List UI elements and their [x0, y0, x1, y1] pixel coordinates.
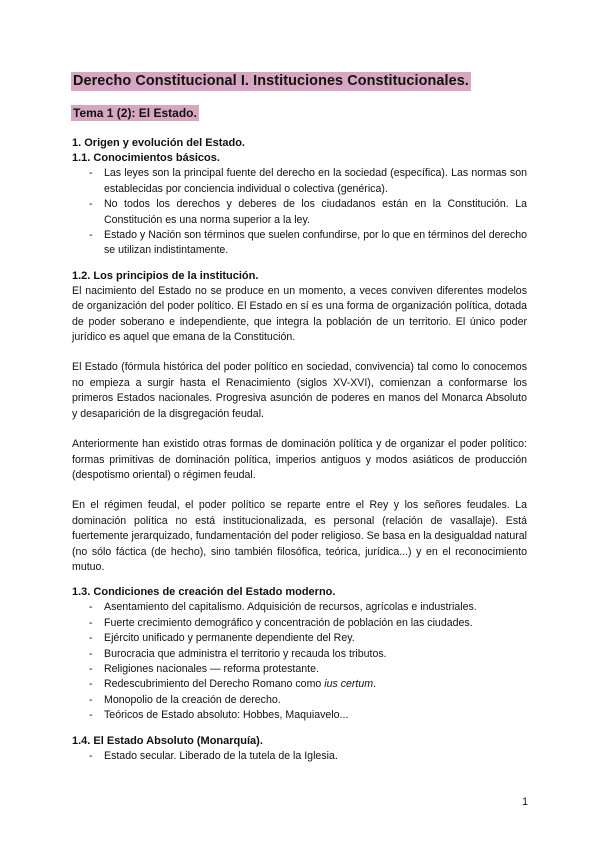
list-item: - Las leyes son la principal fuente del derecho en la sociedad (específica). Las normas son establecidas por conciencia individual o colectiva (genérica).: [72, 166, 527, 197]
section-1-3-list: [72, 600, 527, 723]
list-item: - Teóricos de Estado absoluto: Hobbes, Maquiavelo...: [72, 708, 527, 723]
list-item: - Asentamiento del capitalismo. Adquisición de recursos, agrícolas e industriales.: [72, 600, 527, 615]
page-content: [72, 72, 527, 764]
topic-title-text: Tema 1 (2): El Estado.: [73, 106, 197, 120]
list-item: - No todos los derechos y deberes de los ciudadanos están en la Constitución. La Constitución es una norma superior a la ley.: [72, 197, 527, 228]
roman-law-suffix: .: [373, 678, 377, 691]
list-item: - Estado secular. Liberado de la tutela de la Iglesia.: [72, 749, 527, 764]
page-number: 1: [522, 796, 528, 808]
list-item: - Fuerte crecimiento demográfico y concentración de población en las ciudades.: [72, 616, 527, 631]
list-item-roman-law: [72, 677, 527, 692]
topic-title: [72, 91, 527, 122]
section-1-2-heading: 1.2. Los principios de la institución.: [72, 269, 259, 282]
paragraph: En el régimen feudal, el poder político se reparte entre el Rey y los señores feudales. La dominación política no está institucionalizada, es personal (relación de vasallaje). Está fuertemente jerarquizado, fundamentación del poder religioso. Se basa en la desigualdad natural (no sólo fáctica (de hecho), sino también filosófica, teórica, jurídica...) y en el reconocimiento mutuo.: [72, 499, 527, 573]
paragraph: Anteriormente han existido otras formas de dominación política y de organizar el poder político: formas primitivas de dominación política, imperios antiguos y modos asiáticos de producción (despotismo oriental) o régimen feudal.: [72, 438, 527, 481]
document-title-text: Derecho Constitucional I. Instituciones Constitucionales.: [73, 73, 469, 89]
list-item: - Ejército unificado y permanente dependiente del Rey.: [72, 631, 527, 646]
paragraph: El Estado (fórmula histórica del poder político en sociedad, convivencia) tal como lo conocemos no empieza a surgir hasta el Renacimiento (siglos XV-XVI), comienzan a conformarse los primeros Estados nacionales. Progresiva asunción de poderes en manos del Monarca Absoluto y desaparición de la disgregación feudal.: [72, 361, 527, 420]
list-item: - Burocracia que administra el territorio y recauda los tributos.: [72, 647, 527, 662]
section-1-1-list: [72, 166, 527, 258]
list-item: - Estado y Nación son términos que suelen confundirse, por lo que en términos del derecho se utilizan indistintamente.: [72, 228, 527, 259]
roman-law-text: Redescubrimiento del Derecho Romano como: [104, 678, 325, 691]
list-item: - Religiones nacionales — reforma protestante.: [72, 662, 527, 677]
ius-certum-italic: ius certum: [324, 678, 374, 691]
section-1-4-heading: 1.4. El Estado Absoluto (Monarquía).: [72, 734, 263, 747]
section-1-1-heading: 1.1. Conocimientos básicos.: [72, 152, 220, 165]
section-1-4-list: [72, 749, 527, 764]
section-1-2-body: [72, 284, 527, 576]
list-item: - Monopolio de la creación de derecho.: [72, 693, 527, 708]
section-1-heading: 1. Origen y evolución del Estado.: [72, 137, 245, 150]
paragraph: El nacimiento del Estado no se produce en un momento, a veces conviven diferentes modelos de organización del poder político. El Estado en sí es una forma de organización política, dotada de poder soberano e independiente, que integra la población de un territorio. El único poder jurídico es aquel que emana de la Constitución.: [72, 284, 527, 344]
section-1-3-heading: 1.3. Condiciones de creación del Estado moderno.: [72, 586, 336, 599]
document-title: [72, 72, 527, 91]
